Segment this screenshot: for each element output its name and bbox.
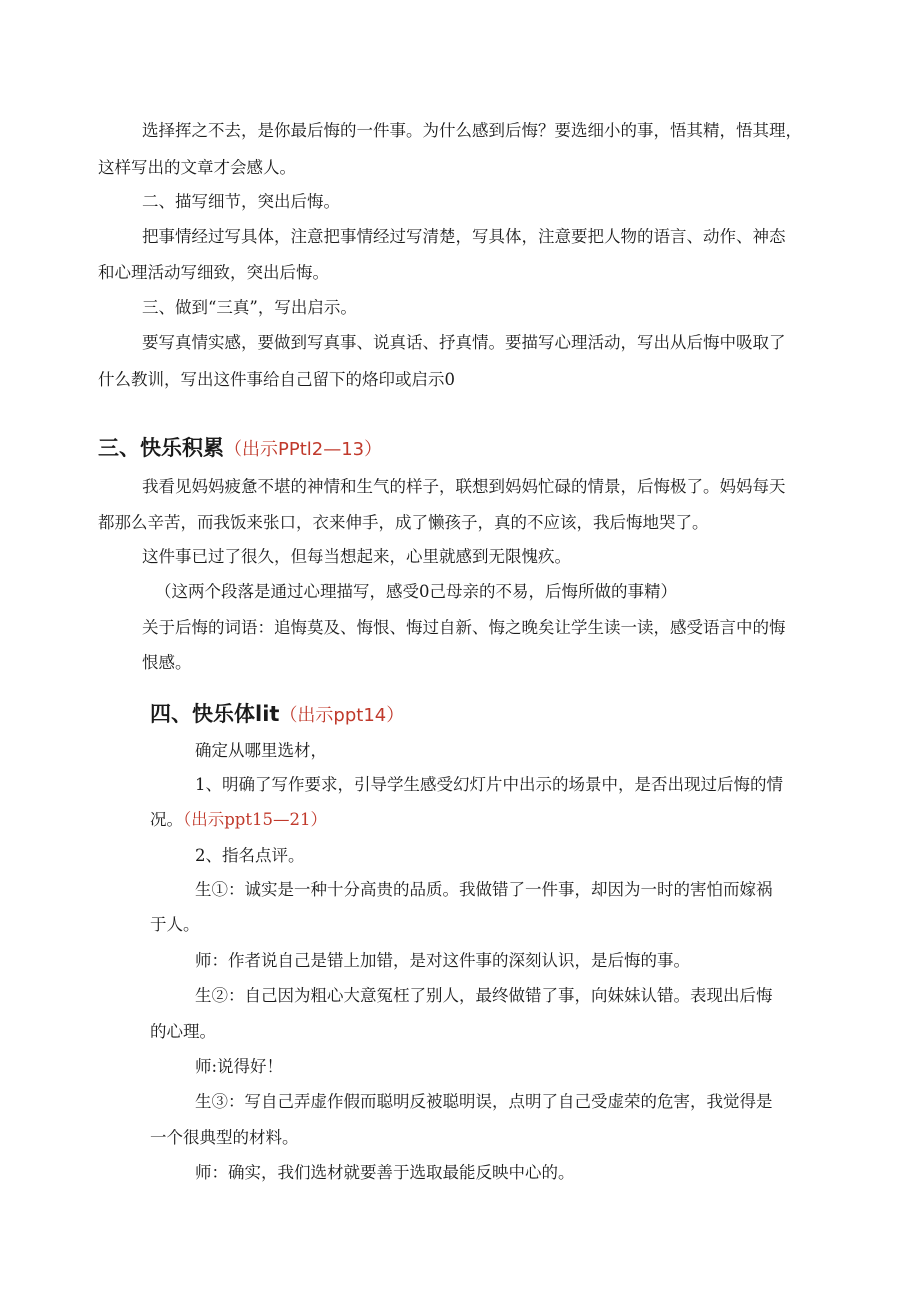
section-title: 三、快乐积累: [98, 436, 224, 460]
paragraph-line: 师:说得好！: [195, 1057, 284, 1076]
paragraph-line: 把事情经过写具体，注意把事情经过写清楚，写具体，注意要把人物的语言、动作、神态: [142, 227, 786, 246]
paragraph-line: 生②：自己因为粗心大意冤枉了别人，最终做错了事，向妹妹认错。表现出后悔: [195, 986, 773, 1005]
paragraph-line: 1、明确了写作要求，引导学生感受幻灯片中出示的场景中，是否出现过后悔的情: [195, 775, 783, 794]
paragraph-line: 生③：写自己弄虚作假而聪明反被聪明误，点明了自己受虚荣的危害，我觉得是: [195, 1092, 773, 1111]
paragraph-line: 关于后悔的词语：追悔莫及、悔恨、悔过自新、悔之晚矣让学生读一读，感受语言中的悔: [142, 618, 786, 637]
paragraph-line: 师：作者说自己是错上加错，是对这件事的深刻认识，是后悔的事。: [195, 951, 690, 970]
paragraph-line: 于人。: [150, 915, 200, 934]
section-title: 四、快乐体lit: [150, 702, 280, 726]
paragraph-line: 要写真情实感，要做到写真事、说真话、抒真情。要描写心理活动，写出从后悔中吸取了: [142, 333, 786, 352]
subheading-3: 三、做到“三真”，写出启示。: [142, 298, 357, 317]
paragraph-line: （这两个段落是通过心理描写，感受0己母亲的不易，后悔所做的事精）: [155, 582, 677, 601]
paragraph-line: 确定从哪里选材，: [195, 741, 327, 760]
paragraph-line: 这样写出的文章才会感人。: [98, 158, 296, 177]
paragraph-text: 况。: [150, 810, 183, 829]
section-heading-3: [98, 434, 382, 464]
paragraph-line: 什么教训，写出这件事给自己留下的烙印或启示0: [98, 370, 455, 389]
paragraph-line: 恨感。: [142, 653, 192, 672]
ppt-note: （出示PPtl2—13）: [224, 439, 383, 460]
paragraph-line: 都那么辛苦，而我饭来张口，衣来伸手，成了懒孩子，真的不应该，我后悔地哭了。: [98, 513, 709, 532]
paragraph-line: 的心理。: [150, 1022, 216, 1041]
section-heading-4: [150, 700, 404, 730]
paragraph-line: 一个很典型的材料。: [150, 1128, 299, 1147]
paragraph-line: 选择挥之不去，是你最后悔的一件事。为什么感到后悔？要选细小的事，悟其精，悟其理，: [142, 121, 802, 140]
ppt-note: （出示ppt15—21）: [183, 810, 327, 829]
subheading-2: 二、描写细节，突出后悔。: [142, 192, 340, 211]
paragraph-line: 师：确实，我们选材就要善于选取最能反映中心的。: [195, 1163, 575, 1182]
paragraph-line: 生①：诚实是一种十分高贵的品质。我做错了一件事，却因为一时的害怕而嫁祸: [195, 880, 773, 899]
paragraph-line: 我看见妈妈疲惫不堪的神情和生气的样子，联想到妈妈忙碌的情景，后悔极了。妈妈每天: [142, 477, 786, 496]
paragraph-line: 2、指名点评。: [195, 846, 305, 865]
paragraph-line: 这件事已过了很久，但每当想起来，心里就感到无限愧疚。: [142, 547, 571, 566]
paragraph-line: [150, 809, 327, 831]
ppt-note: （出示ppt14）: [279, 705, 405, 726]
paragraph-line: 和心理活动写细致，突出后悔。: [98, 263, 329, 282]
